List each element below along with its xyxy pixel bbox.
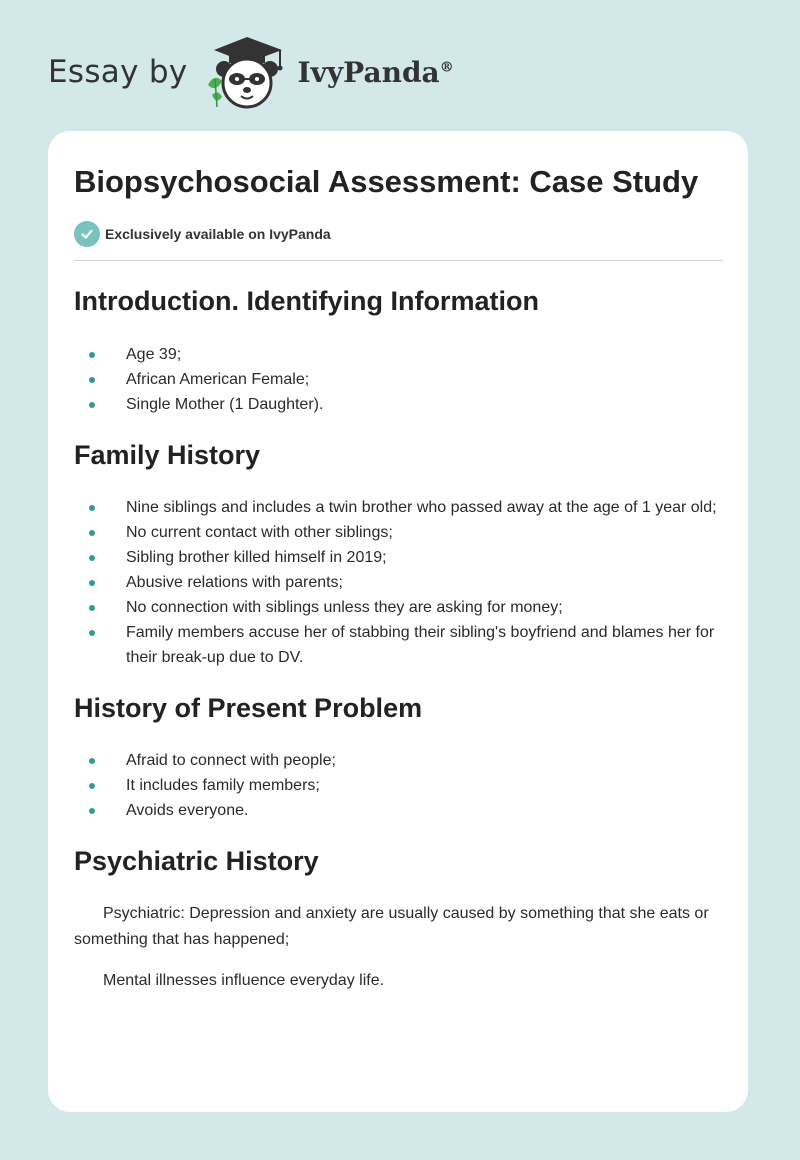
section-heading-psychiatric-history: Psychiatric History [74, 846, 319, 876]
family-history-list [74, 495, 723, 670]
list-item: Single Mother (1 Daughter). [74, 392, 723, 417]
introduction-list [74, 342, 723, 417]
divider [74, 260, 723, 261]
exclusive-badge [74, 221, 723, 247]
badge-text: Exclusively available on IvyPanda [105, 226, 331, 242]
list-item: Avoids everyone. [74, 798, 723, 823]
registered-mark: ® [439, 59, 454, 76]
list-item: It includes family members; [74, 773, 723, 798]
list-item: African American Female; [74, 367, 723, 392]
list-item: Family members accuse her of stabbing their sibling's boyfriend and blames her for their break-up due to DV. [74, 620, 723, 670]
article-card [48, 131, 748, 1112]
brand-header [48, 32, 454, 112]
panda-graduate-icon [202, 33, 292, 111]
section-heading-present-problem: History of Present Problem [74, 693, 423, 723]
brand-prefix: Essay by [48, 54, 188, 90]
paragraph: Psychiatric: Depression and anxiety are usually caused by something that she eats or something that has happened; [74, 905, 709, 948]
section-heading-introduction: Introduction. Identifying Information [74, 286, 539, 316]
check-circle-icon [74, 221, 100, 247]
brand-name: IvyPanda® [297, 55, 454, 89]
list-item: Abusive relations with parents; [74, 570, 723, 595]
present-problem-list [74, 748, 723, 823]
list-item: Sibling brother killed himself in 2019; [74, 545, 723, 570]
list-item: No connection with siblings unless they are asking for money; [74, 595, 723, 620]
list-item: Nine siblings and includes a twin brother who passed away at the age of 1 year old; [74, 495, 723, 520]
list-item: Afraid to connect with people; [74, 748, 723, 773]
paragraph: Mental illnesses influence everyday life. [103, 972, 385, 989]
article-title: Biopsychosocial Assessment: Case Study [74, 164, 699, 199]
list-item: Age 39; [74, 342, 723, 367]
section-heading-family-history: Family History [74, 440, 261, 470]
list-item: No current contact with other siblings; [74, 520, 723, 545]
